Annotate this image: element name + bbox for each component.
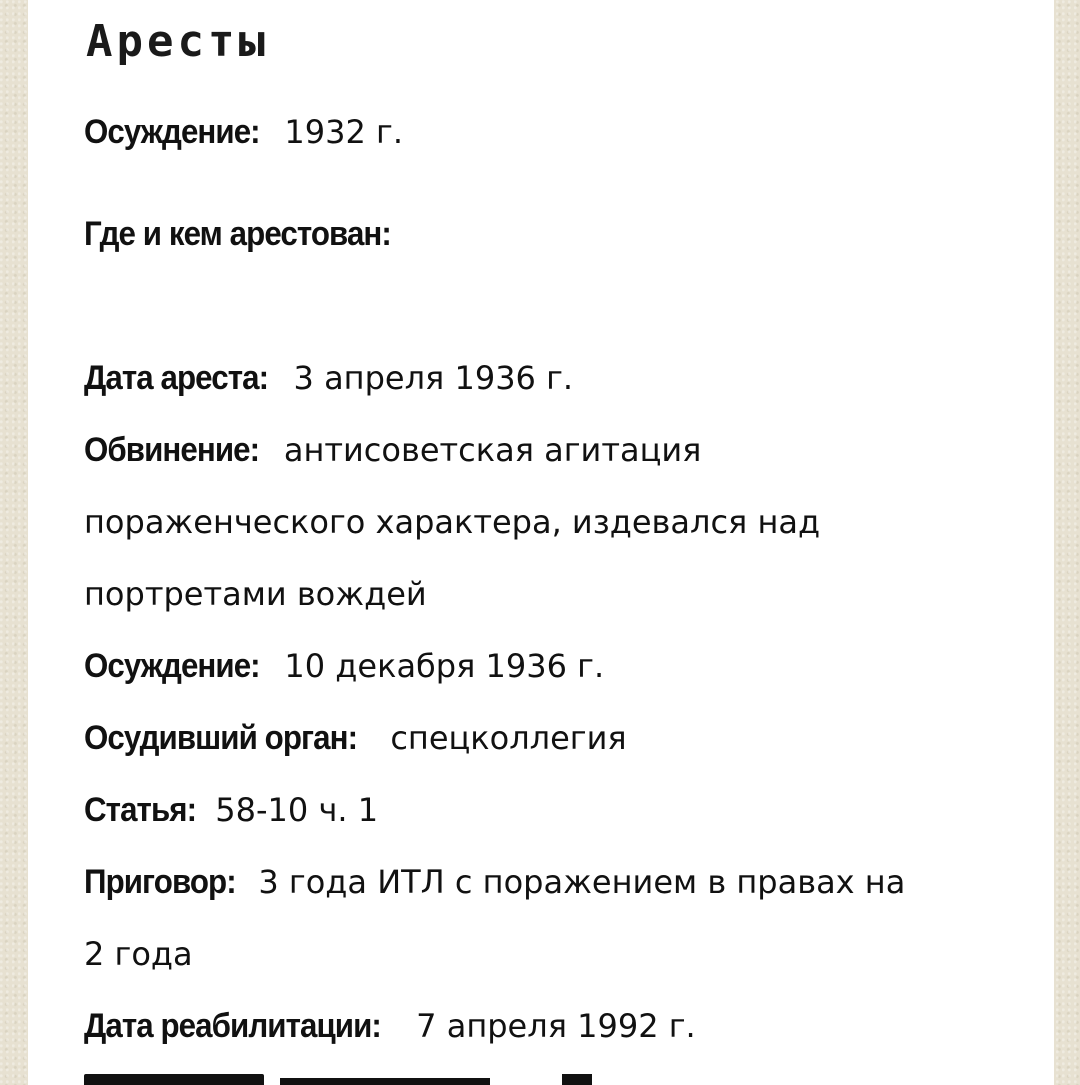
rehabilitation-value: 7 апреля 1992 г.	[416, 1007, 696, 1045]
arrest-date-value: 3 апреля 1936 г.	[293, 359, 574, 397]
conviction-row-2	[84, 644, 604, 688]
charge-value-line3: портретами вождей	[84, 575, 427, 613]
charge-value-line2: пораженческого характера, издевался над	[84, 503, 821, 541]
arrested-by-label: Где и кем арестован:	[84, 215, 391, 253]
charge-row-cont	[84, 500, 820, 544]
charge-value-line1: антисоветская агитация	[283, 431, 702, 469]
conviction-row-1	[84, 110, 403, 154]
article-row	[84, 788, 378, 832]
article-label: Статья:	[84, 791, 197, 829]
conviction-value: 1932 г.	[284, 113, 403, 151]
charge-row-cont2	[84, 572, 427, 616]
sentence-label: Приговор:	[84, 863, 236, 901]
conviction-label: Осуждение:	[84, 113, 260, 151]
arrest-date-label: Дата ареста:	[84, 359, 269, 397]
charge-row	[84, 428, 701, 472]
conviction-label-2: Осуждение:	[84, 647, 260, 685]
court-row	[84, 716, 627, 760]
sentence-value-line2: 2 года	[84, 935, 193, 973]
rehabilitation-row	[84, 1004, 696, 1048]
rehabilitation-label: Дата реабилитации:	[84, 1007, 381, 1045]
sentence-value-line1: 3 года ИТЛ с поражением в правах на	[258, 863, 906, 901]
section-title: Аресты	[86, 16, 269, 67]
charge-label: Обвинение:	[84, 431, 260, 469]
cut-off-row	[84, 1074, 644, 1085]
conviction-value-2: 10 декабря 1936 г.	[284, 647, 605, 685]
sentence-row-cont	[84, 932, 193, 976]
sentence-row	[84, 860, 905, 904]
arrested-by-row	[84, 212, 418, 256]
article-value: 58-10 ч. 1	[215, 791, 379, 829]
arrest-date-row	[84, 356, 573, 400]
court-value: спецколлегия	[390, 719, 627, 757]
arrests-card	[28, 0, 1054, 1085]
court-label: Осудивший орган:	[84, 719, 358, 757]
